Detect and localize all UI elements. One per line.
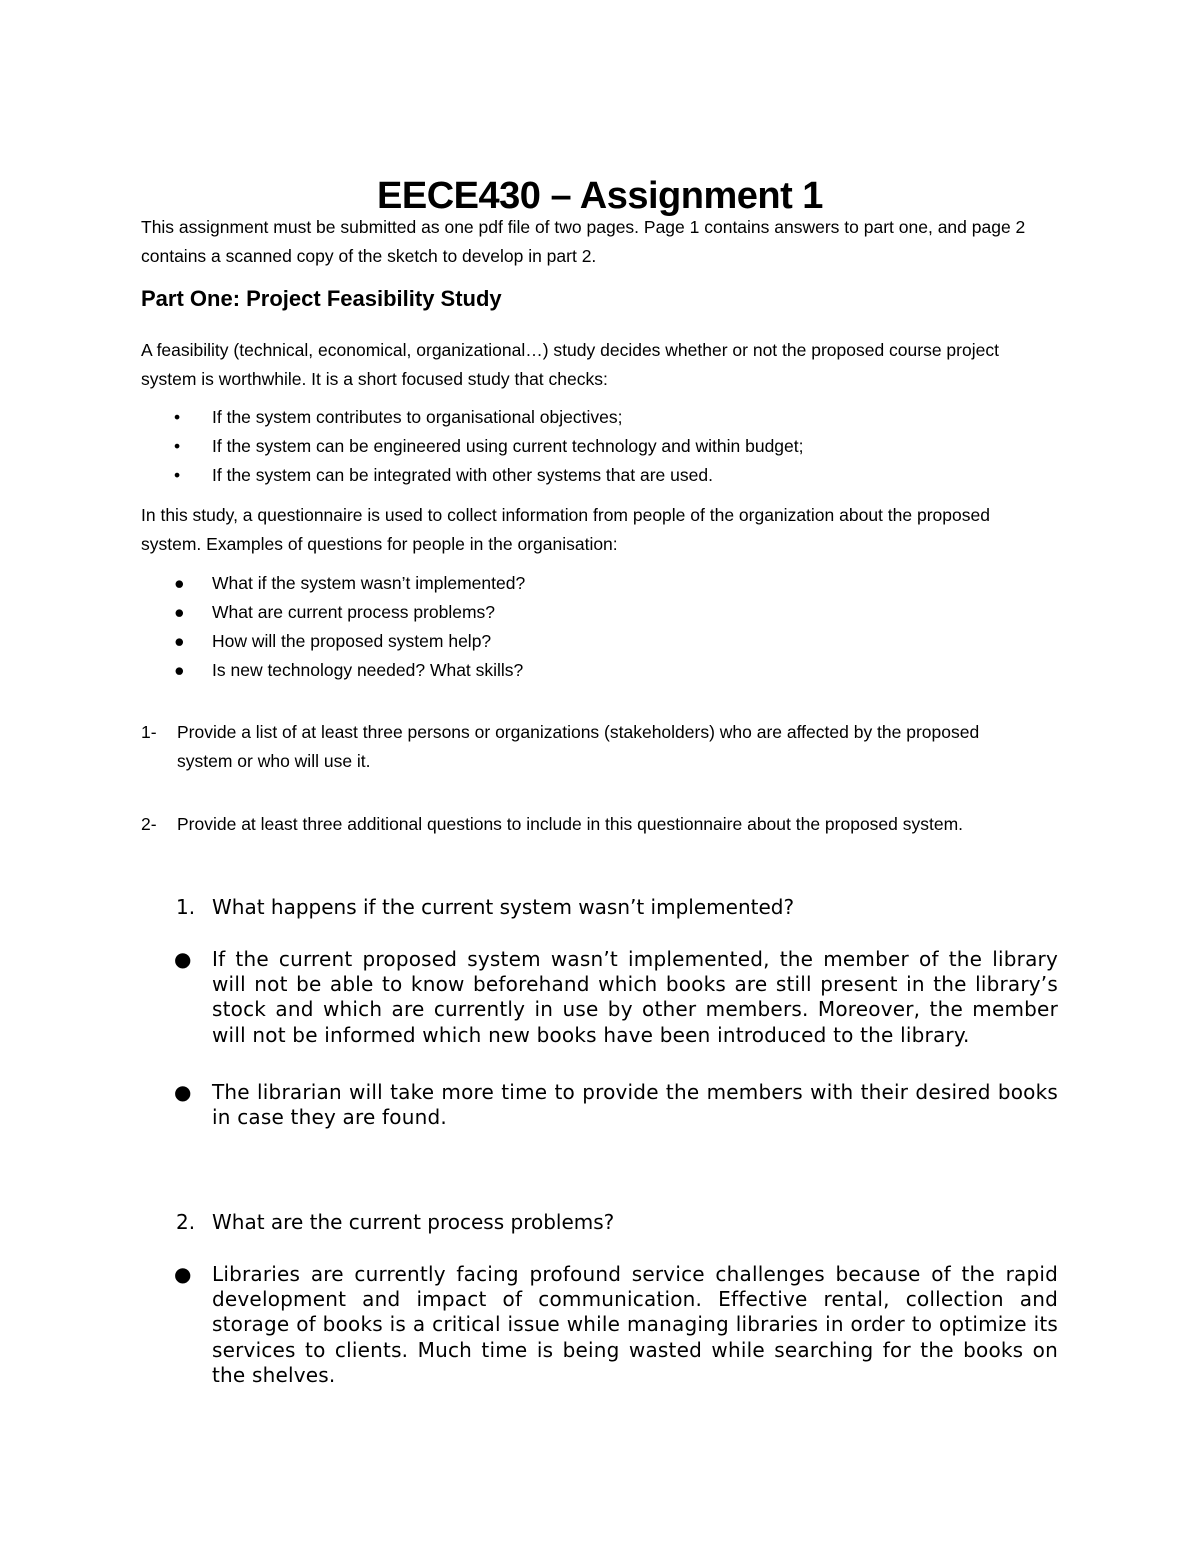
list-item: ● Is new technology needed? What skills? bbox=[0, 656, 525, 685]
task-item bbox=[141, 718, 1021, 776]
bullet-icon: • bbox=[174, 465, 181, 485]
list-item: • If the system contributes to organisational objectives; bbox=[0, 403, 804, 432]
question-number: 1. bbox=[176, 895, 196, 919]
task-item bbox=[141, 810, 1021, 839]
list-item: ● What if the system wasn’t implemented? bbox=[0, 569, 525, 598]
answer-point: ● Libraries are currently facing profound service challenges because of the rapid development and impact of communication. Effective rental, collection and storage of books is a critical issue while managing libraries in order to optimize its services to clients. Much time is being wasted while searching for the books on the shelves. bbox=[174, 1262, 1058, 1387]
list-item: ● What are current process problems? bbox=[0, 598, 525, 627]
bullet-icon: ● bbox=[174, 1080, 192, 1104]
bullet-icon: • bbox=[174, 436, 181, 456]
answer-question bbox=[176, 894, 794, 920]
bullet-icon: ● bbox=[174, 573, 185, 593]
bullet-icon: ● bbox=[174, 1262, 192, 1286]
answer-point: ● The librarian will take more time to provide the members with their desired books in case they are found. bbox=[174, 1080, 1058, 1130]
question-number: 2. bbox=[176, 1210, 196, 1234]
feasibility-paragraph: A feasibility (technical, economical, organizational…) study decides whether or not the proposed course project system is worthwhile. It is a short focused study that checks: bbox=[141, 340, 999, 389]
example-questions-list bbox=[0, 569, 525, 685]
list-item: • If the system can be engineered using current technology and within budget; bbox=[0, 432, 804, 461]
question-text: What happens if the current system wasn’t implemented? bbox=[212, 895, 795, 919]
task-text: Provide at least three additional questions to include in this questionnaire about the proposed system. bbox=[177, 814, 964, 834]
bullet-icon: ● bbox=[174, 631, 185, 651]
document-title: EECE430 – Assignment 1 bbox=[377, 175, 823, 218]
bullet-icon: ● bbox=[174, 602, 185, 622]
bullet-icon: ● bbox=[174, 947, 192, 971]
task-text: Provide a list of at least three persons or organizations (stakeholders) who are affected by the proposed system or who will use it. bbox=[177, 722, 980, 771]
list-item: ● How will the proposed system help? bbox=[0, 627, 525, 656]
bullet-icon: • bbox=[174, 407, 181, 427]
intro-paragraph: This assignment must be submitted as one pdf file of two pages. Page 1 contains answers to part one, and page 2 contains a scanned copy of the sketch to develop in part 2. bbox=[141, 217, 1026, 266]
answer-question bbox=[176, 1209, 614, 1235]
checks-list bbox=[0, 403, 804, 490]
question-text: What are the current process problems? bbox=[212, 1210, 615, 1234]
bullet-icon: ● bbox=[174, 660, 185, 680]
task-number: 2- bbox=[141, 814, 157, 834]
questionnaire-paragraph: In this study, a questionnaire is used to collect information from people of the organization about the proposed system. Examples of questions for people in the organisation: bbox=[141, 505, 990, 554]
part-one-heading: Part One: Project Feasibility Study bbox=[141, 286, 502, 311]
answer-point: ● If the current proposed system wasn’t implemented, the member of the library will not be able to know beforehand which books are still present in the library’s stock and which are currently in use by other members. Moreover, the member will not be informed which new books have been introduced to the library. bbox=[174, 947, 1058, 1047]
task-number: 1- bbox=[141, 722, 157, 742]
list-item: • If the system can be integrated with other systems that are used. bbox=[0, 461, 804, 490]
